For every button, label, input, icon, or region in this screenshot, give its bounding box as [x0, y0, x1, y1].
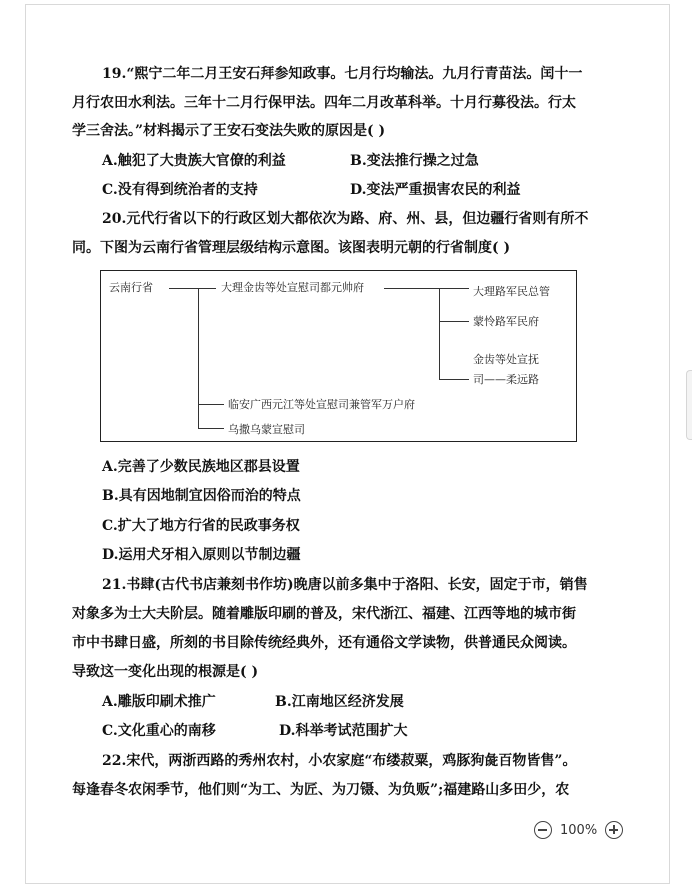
q20-option-b: B.具有因地制宜因俗而治的特点 — [102, 488, 301, 504]
diagram-connector — [384, 288, 440, 289]
yunnan-hierarchy-diagram — [100, 270, 577, 442]
q20-option-a: A.完善了少数民族地区郡县设置 — [102, 459, 300, 475]
q21-option-a: A.雕版印刷术推广 — [102, 694, 216, 710]
q21-option-d: D.科举考试范围扩大 — [279, 723, 408, 739]
diagram-node-jinchi-1: 金齿等处宣抚 — [473, 353, 539, 366]
q19-option-b: B.变法推行操之过急 — [350, 153, 479, 169]
q21-line-2: 对象多为士大夫阶层。随着雕版印刷的普及，宋代浙江、福建、江西等地的城市街 — [72, 606, 576, 622]
q21-line-4: 导致这一变化出现的根源是( ) — [72, 664, 259, 680]
q21-option-c: C.文化重心的南移 — [102, 723, 216, 739]
diagram-connector — [439, 321, 469, 322]
diagram-node-wusa: 乌撒乌蒙宣慰司 — [228, 423, 305, 436]
diagram-connector — [198, 288, 199, 428]
diagram-root-label: 云南行省 — [109, 281, 153, 294]
diagram-connector — [439, 288, 440, 380]
q19-option-a: A.触犯了大贵族大官僚的利益 — [102, 153, 286, 169]
q19-line-2: 月行农田水利法。三年十二月行保甲法。四年二月改革科举。十月行募役法。行太 — [72, 95, 576, 111]
q20-line-1: 20.元代行省以下的行政区划大都依次为路、府、州、县，但边疆行省则有所不 — [102, 211, 589, 227]
q19-option-c: C.没有得到统治者的支持 — [102, 182, 258, 198]
q22-line-2: 每逢春冬农闲季节，他们则“为工、为匠、为刀镊、为负贩”;福建路山多田少，农 — [72, 782, 570, 798]
q19-line-1: 19.“熙宁二年二月王安石拜参知政事。七月行均输法。九月行青苗法。闰十一 — [102, 66, 583, 82]
side-panel-tab[interactable] — [686, 370, 692, 440]
diagram-node-jinchi-2: 司——柔远路 — [473, 373, 539, 386]
diagram-node-dali-marshal: 大理金齿等处宣慰司都元帅府 — [221, 281, 364, 294]
diagram-connector — [198, 404, 224, 405]
q20-option-d: D.运用犬牙相入原则以节制边疆 — [102, 547, 301, 563]
q21-option-b: B.江南地区经济发展 — [275, 694, 404, 710]
q21-option-row-1 — [102, 692, 404, 712]
q22-line-1: 22.宋代，两浙西路的秀州农村，小农家庭“布缕菽粟，鸡豚狗彘百物皆售”。 — [102, 753, 577, 769]
zoom-control — [534, 818, 623, 842]
q21-option-row-2 — [102, 721, 408, 741]
diagram-connector — [198, 288, 216, 289]
plus-circle-icon[interactable] — [605, 821, 623, 839]
q20-line-2: 同。下图为云南行省管理层级结构示意图。该图表明元朝的行省制度( ) — [72, 240, 511, 256]
q19-option-row-2 — [102, 180, 521, 200]
diagram-node-dali-road: 大理路军民总管 — [473, 285, 550, 298]
diagram-connector — [169, 288, 199, 289]
diagram-node-mengqi: 蒙怜路军民府 — [473, 315, 539, 328]
zoom-level: 100% — [560, 822, 598, 838]
diagram-connector — [198, 428, 224, 429]
minus-circle-icon[interactable] — [534, 821, 552, 839]
q19-option-d: D.变法严重损害农民的利益 — [350, 182, 521, 198]
q21-line-1: 21.书肆(古代书店兼刻书作坊)晚唐以前多集中于洛阳、长安，固定于市，销售 — [102, 577, 588, 593]
q19-option-row-1 — [102, 151, 479, 171]
q21-line-3: 市中书肆日盛，所刻的书目除传统经典外，还有通俗文学读物，供普通民众阅读。 — [72, 635, 576, 651]
diagram-node-linan: 临安广西元江等处宣慰司兼管军万户府 — [228, 398, 415, 411]
q19-line-3: 学三舍法。”材料揭示了王安石变法失败的原因是( ) — [72, 123, 386, 139]
q20-option-c: C.扩大了地方行省的民政事务权 — [102, 518, 300, 534]
diagram-connector — [439, 379, 469, 380]
diagram-connector — [439, 288, 469, 289]
